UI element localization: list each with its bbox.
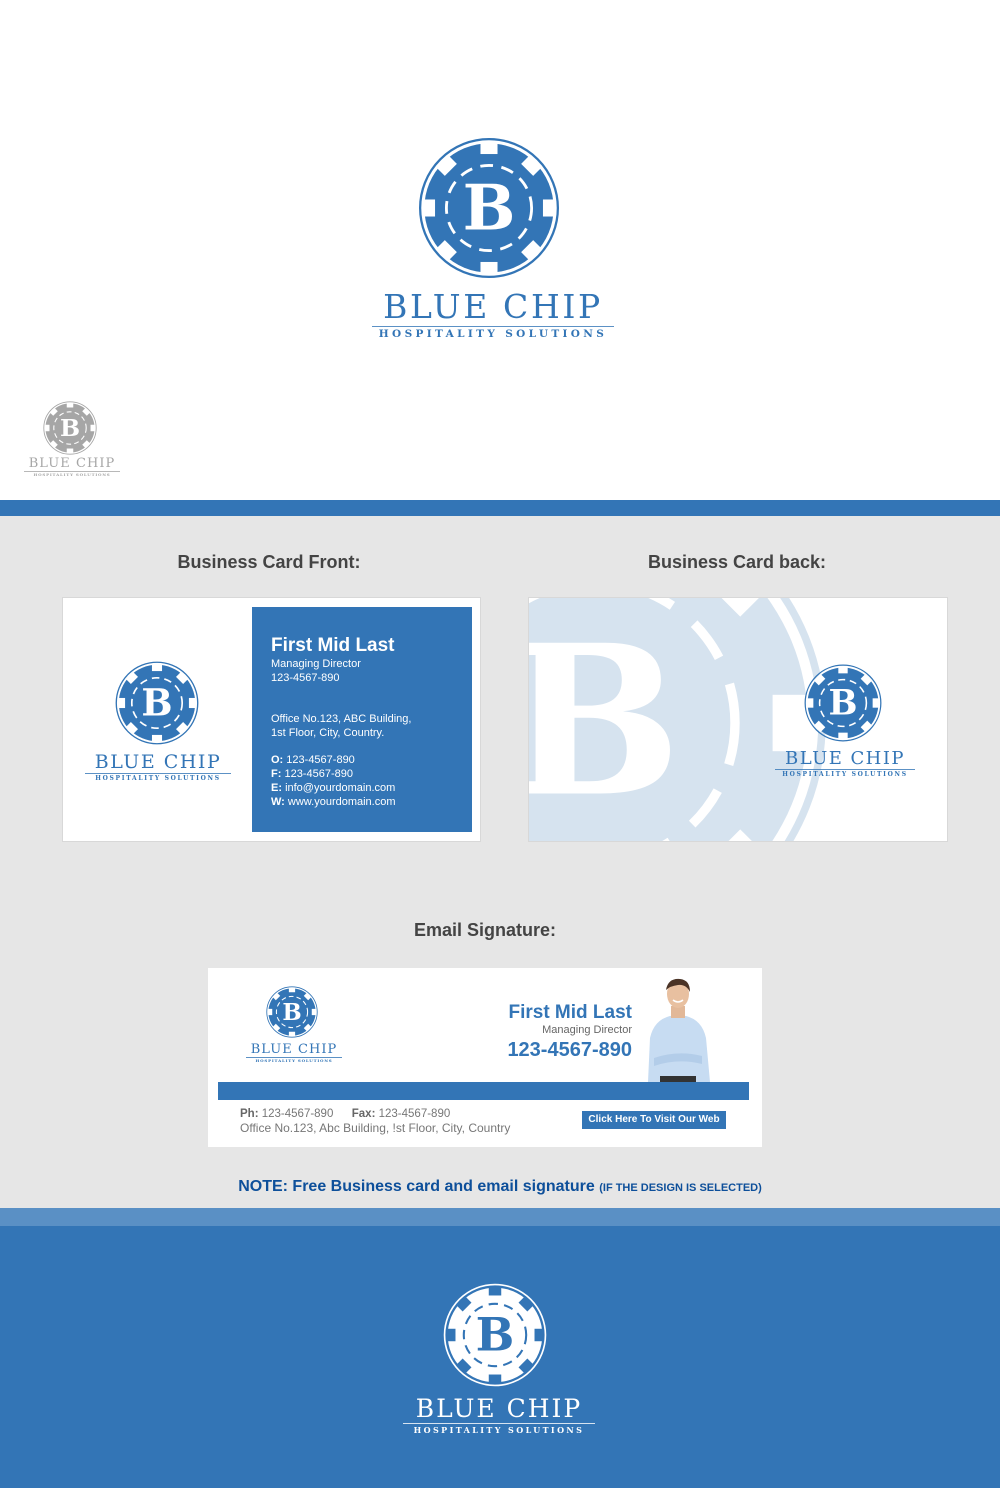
watermark-chip-icon <box>528 597 829 842</box>
card-person-title: Managing Director <box>271 658 361 670</box>
person-photo <box>640 976 716 1082</box>
email-signature <box>208 968 762 1147</box>
sig-address: Office No.123, Abc Building, !st Floor, City, Country <box>240 1121 511 1135</box>
stationery-section <box>0 516 1000 1208</box>
reversed-brand-tagline: HOSPITALITY SOLUTIONS <box>413 1425 585 1435</box>
grayscale-wordmark <box>24 456 120 478</box>
fax-label: F: <box>271 768 282 780</box>
card-brand-name: BLUE CHIP <box>94 751 222 773</box>
back-brand-name: BLUE CHIP <box>785 748 905 769</box>
sig-fax-label: Fax: <box>351 1108 376 1120</box>
card-email-row <box>271 781 472 795</box>
person-photo-icon <box>640 976 716 1082</box>
business-card-back <box>528 597 948 842</box>
sig-phone-fax-row <box>240 1107 450 1121</box>
reversed-chip-logo-icon <box>443 1283 547 1387</box>
email-label: E: <box>271 782 282 794</box>
web-value: www.yourdomain.com <box>287 796 396 808</box>
sig-brand-tagline: HOSPITALITY SOLUTIONS <box>255 1058 333 1063</box>
card-wordmark <box>85 751 231 783</box>
sig-wordmark-rule <box>246 1057 342 1058</box>
office-label: O: <box>271 754 284 766</box>
sig-fax-value: 123-4567-890 <box>378 1108 451 1120</box>
note-main: NOTE: Free Business card and email signature <box>238 1178 595 1195</box>
card-fax-row <box>271 767 472 781</box>
sig-wordmark <box>246 1042 342 1064</box>
business-card-front <box>62 597 481 842</box>
visit-website-button[interactable]: Click Here To Visit Our Web <box>582 1111 726 1129</box>
card-brand-tagline: HOSPITALITY SOLUTIONS <box>95 775 221 782</box>
back-wordmark-rule <box>775 769 915 770</box>
brand-name: BLUE CHIP <box>383 287 603 326</box>
sig-person-title: Managing Director <box>542 1024 632 1036</box>
business-card-front-heading: Business Card Front: <box>177 552 361 572</box>
card-web-row <box>271 795 472 809</box>
poker-chip-logo-icon <box>418 137 560 279</box>
back-wordmark <box>775 748 915 779</box>
note-text <box>0 1178 1000 1196</box>
wordmark-rule-gray <box>24 471 120 472</box>
grayscale-chip-logo-icon <box>43 401 97 455</box>
brand-tagline-gray: HOSPITALITY SOLUTIONS <box>33 472 111 477</box>
sig-contact-block <box>507 1002 632 1064</box>
logo-showcase <box>0 0 1000 500</box>
light-blue-strip <box>0 1208 1000 1226</box>
card-wordmark-rule <box>85 773 231 774</box>
card-chip-logo-icon <box>115 661 199 745</box>
office-value: 123-4567-890 <box>286 754 355 766</box>
reversed-wordmark <box>403 1394 595 1436</box>
sig-ph-value: 123-4567-890 <box>261 1108 334 1120</box>
sig-person-phone: 123-4567-890 <box>507 1039 632 1061</box>
sig-blue-bar <box>218 1082 749 1100</box>
fax-value: 123-4567-890 <box>284 768 353 780</box>
web-label: W: <box>271 796 285 808</box>
brand-name-gray: BLUE CHIP <box>28 456 116 471</box>
email-signature-heading: Email Signature: <box>413 920 557 940</box>
card-address-line1: Office No.123, ABC Building, <box>271 713 412 725</box>
card-office-row <box>271 753 472 767</box>
reversed-wordmark-rule <box>403 1423 595 1424</box>
sig-brand-name: BLUE CHIP <box>250 1042 338 1057</box>
note-small: (IF THE DESIGN IS SELECTED) <box>599 1182 762 1194</box>
card-contact-panel <box>252 607 472 832</box>
sig-person-name: First Mid Last <box>508 1002 632 1023</box>
reversed-logo-showcase <box>0 1226 1000 1488</box>
business-card-back-heading: Business Card back: <box>647 552 827 572</box>
reversed-brand-name: BLUE CHIP <box>415 1394 583 1423</box>
wordmark-rule <box>372 326 614 327</box>
divider-band <box>0 500 1000 516</box>
card-person-name: First Mid Last <box>271 635 395 656</box>
back-chip-logo-icon <box>804 664 882 742</box>
main-wordmark <box>368 288 618 342</box>
back-brand-tagline: HOSPITALITY SOLUTIONS <box>782 771 908 778</box>
sig-chip-logo-icon <box>266 986 318 1038</box>
card-person-phone: 123-4567-890 <box>271 672 340 684</box>
sig-ph-label: Ph: <box>240 1108 259 1120</box>
brand-tagline: HOSPITALITY SOLUTIONS <box>378 328 608 340</box>
card-address-line2: 1st Floor, City, Country. <box>271 727 385 739</box>
email-value: info@yourdomain.com <box>285 782 396 794</box>
